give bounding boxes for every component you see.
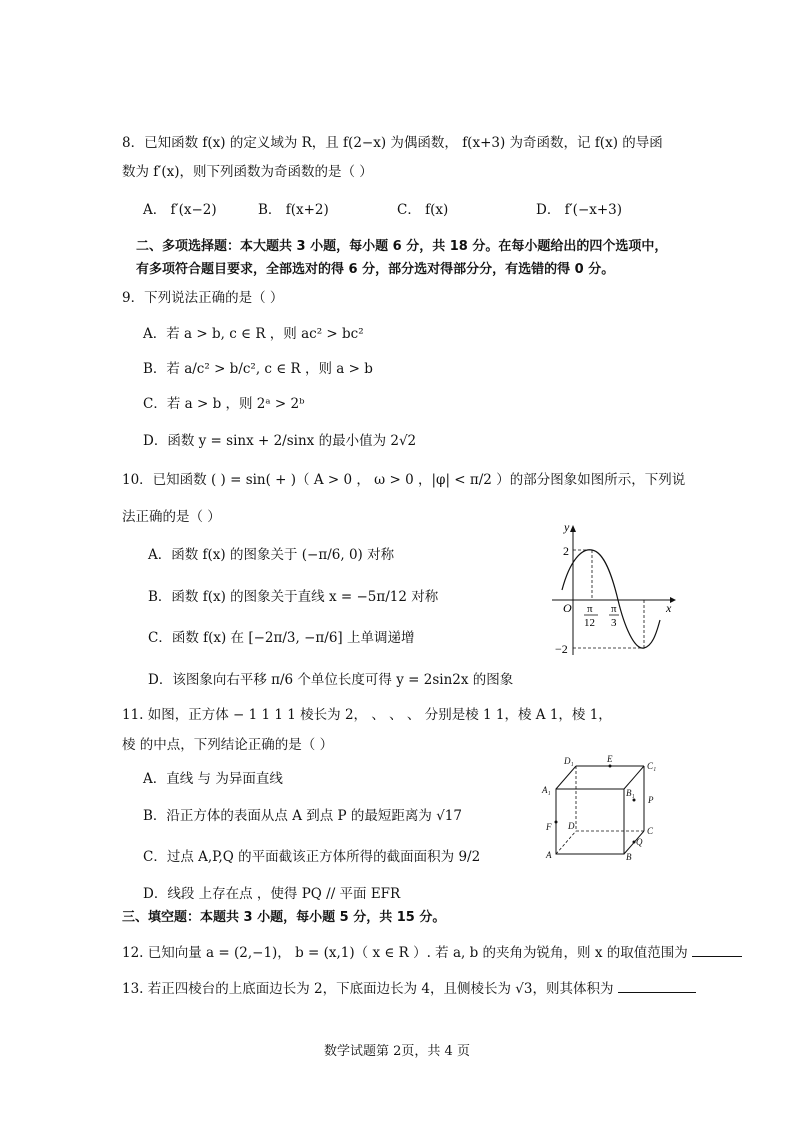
q8-option-a: A． f′(x−2): [143, 202, 217, 218]
label-c1: C₁: [647, 761, 657, 771]
q13-text: 13. 若正四棱台的上底面边长为 2，下底面边长为 4，且侧棱长为 √3，则其体积为: [122, 981, 614, 997]
q10-option-b: B．函数 f(x) 的图象关于直线 x = −5π/12 对称: [148, 589, 439, 605]
label-a: A: [546, 850, 552, 860]
q11-option-b: B．沿正方体的表面从点 A 到点 P 的最短距离为 √17: [143, 808, 462, 824]
q10-option-c: C．函数 f(x) 在 [−2π/3, −π/6] 上单调递增: [148, 630, 415, 646]
label-b1: B₁: [626, 788, 635, 798]
q12-stem: [122, 944, 742, 962]
q8-stem-line2: 数为 f′(x)，则下列函数为奇函数的是（ ）: [122, 164, 373, 180]
label-d1: D₁: [564, 756, 574, 766]
q9-option-a: A．若 a > b, c ∈ R ，则 ac² > bc²: [143, 326, 364, 342]
q10-stem-line1: 10．已知函数 ( ) = sin( + )（ A > 0 ， ω > 0 ，|φ| < π/2 ）的部分图象如图所示，下列说: [122, 472, 686, 488]
y-axis-label: y: [564, 520, 570, 534]
label-e: E: [607, 754, 613, 764]
y-min-label: −2: [555, 642, 568, 656]
q8-stem-line1: 8．已知函数 f(x) 的定义域为 R，且 f(2−x) 为偶函数， f(x+3) 为奇函数，记 f(x) 的导函: [122, 135, 663, 151]
q13-answer-blank[interactable]: [618, 992, 696, 993]
q8-option-c: C． f(x): [397, 202, 449, 218]
q9-option-c: C．若 a > b ，则 2ᵃ > 2ᵇ: [143, 396, 305, 412]
cube-front-face: [556, 789, 624, 854]
q11-option-a: A．直线 与 为异面直线: [143, 771, 283, 787]
label-q: Q: [636, 837, 643, 847]
label-d: D: [568, 821, 575, 831]
q9-option-b: B．若 a/c² > b/c², c ∈ R ，则 a > b: [143, 361, 373, 377]
edge-b1-c1: [624, 766, 644, 789]
q11-option-c: C．过点 A,P,Q 的平面截该正方体所得的截面面积为 9/2: [143, 849, 481, 865]
q11-stem-line2: 棱 的中点，下列结论正确的是（ ）: [122, 737, 334, 753]
y-max-label: 2: [563, 544, 569, 558]
point-p: [633, 799, 636, 802]
q11-cube-figure: [538, 752, 668, 864]
hidden-edge-a-d: [556, 831, 576, 854]
tick2-denominator: 3: [611, 617, 617, 629]
section2-heading-line1: 二、多项选择题：本大题共 3 小题，每小题 6 分，共 18 分。在每小题给出的四个选项中，: [136, 239, 668, 254]
point-e: [609, 765, 612, 768]
q12-text: 12. 已知向量 a = (2,−1)， b = (x,1)（ x ∈ R ）. 若 a, b 的夹角为锐角，则 x 的取值范围为: [122, 945, 688, 961]
q11-stem-line1: 11. 如图，正方体 − 1 1 1 1 棱长为 2， 、 、 、 分别是棱 1 1，棱 A 1，棱 1，: [122, 707, 612, 723]
q8-option-b: B． f(x+2): [258, 202, 329, 218]
tick2-numerator: π: [611, 603, 617, 615]
edge-a1-d1: [556, 766, 576, 789]
origin-label: O: [563, 601, 572, 615]
tick1-numerator: π: [587, 603, 593, 615]
label-b: B: [626, 852, 632, 862]
x-axis-label: x: [666, 601, 672, 615]
q13-stem: [122, 980, 696, 998]
q10-sine-graph: [548, 520, 678, 660]
label-f: F: [546, 822, 552, 832]
q10-option-a: A．函数 f(x) 的图象关于 (−π/6, 0) 对称: [148, 547, 395, 563]
label-c: C: [647, 826, 654, 836]
section2-heading-line2: 有多项符合题目要求，全部选对的得 6 分，部分选对得部分分，有选错的得 0 分。: [136, 262, 615, 277]
q10-stem-line2: 法正确的是（ ）: [122, 509, 221, 525]
q10-option-d: D．该图象向右平移 π/6 个单位长度可得 y = 2sin2x 的图象: [148, 672, 514, 688]
q9-stem: 9．下列说法正确的是（ ）: [122, 290, 284, 306]
point-f: [555, 821, 558, 824]
label-a1: A₁: [542, 785, 551, 795]
y-axis-arrow: [570, 525, 576, 532]
section3-heading: 三、填空题：本题共 3 小题，每小题 5 分，共 15 分。: [122, 910, 446, 925]
tick1-denominator: 12: [584, 617, 595, 629]
q9-option-d: D．函数 y = sinx + 2/sinx 的最小值为 2√2: [143, 433, 417, 449]
page-footer: 数学试题第 2页，共 4 页: [324, 1044, 470, 1059]
sine-curve: [562, 550, 660, 648]
q8-option-d: D． f′(−x+3): [536, 202, 623, 218]
label-p: P: [648, 795, 654, 805]
q12-answer-blank[interactable]: [692, 956, 742, 957]
q11-option-d: D．线段 上存在点 ，使得 PQ // 平面 EFR: [143, 886, 401, 902]
